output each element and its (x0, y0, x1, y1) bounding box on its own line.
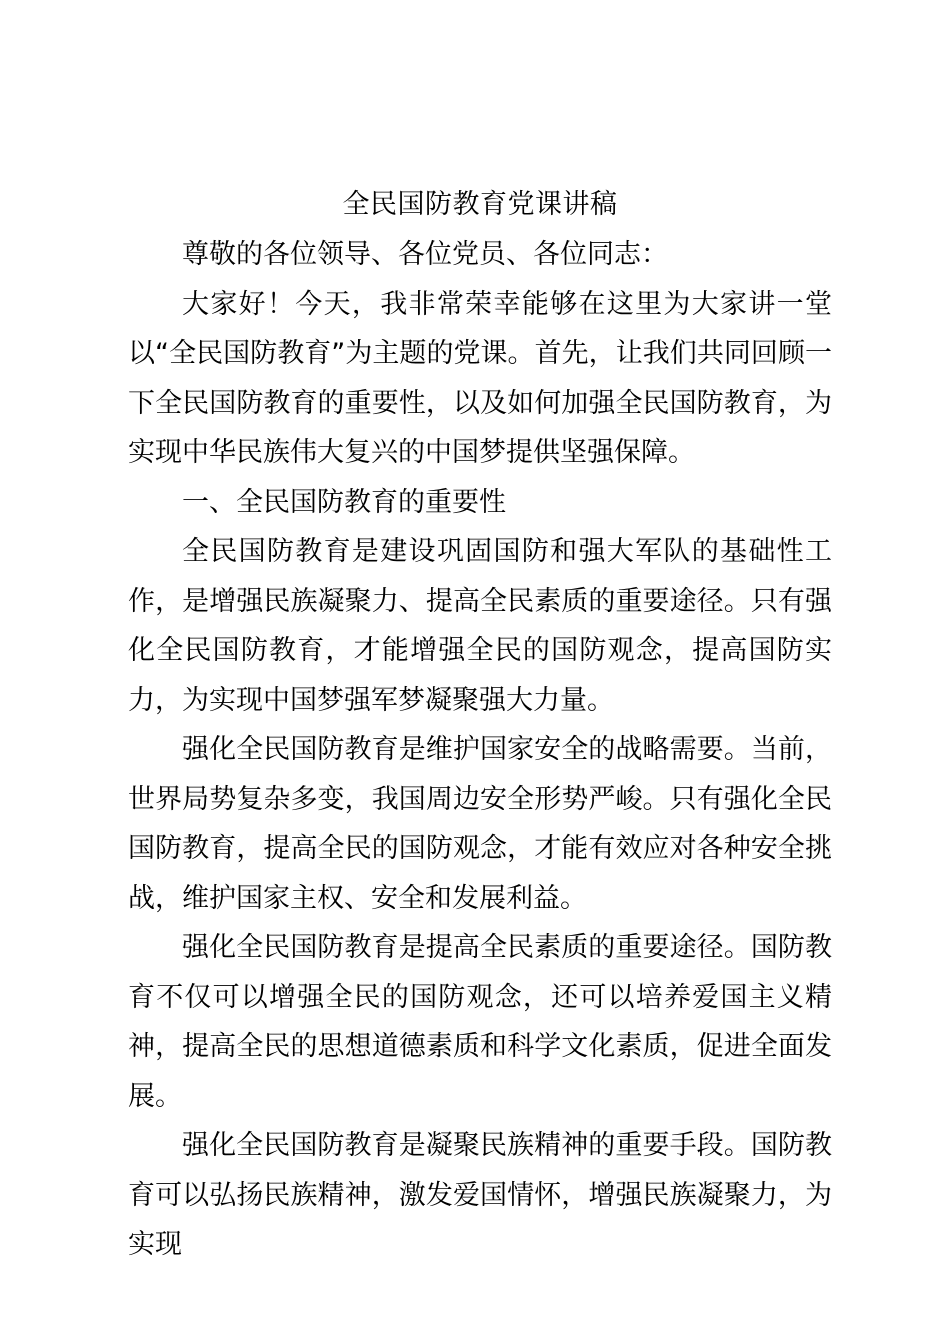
body-paragraph: 强化全民国防教育是凝聚民族精神的重要手段。国防教育可以弘扬民族精神，激发爱国情怀，增强民族凝聚力，为实现 (128, 1130, 832, 1260)
body-paragraph: 强化全民国防教育是维护国家安全的战略需要。当前，世界局势复杂多变，我国周边安全形势严峻。只有强化全民国防教育，提高全民的国防观念，才能有效应对各种安全挑战，维护国家主权、安全和发展利益。 (128, 734, 832, 914)
salutation-paragraph: 尊敬的各位领导、各位党员、各位同志： (182, 239, 668, 270)
intro-paragraph: 大家好！今天，我非常荣幸能够在这里为大家讲一堂以“全民国防教育”为主题的党课。首先，让我们共同回顾一下全民国防教育的重要性，以及如何加强全民国防教育，为实现中华民族伟大复兴的中国梦提供坚强保障。 (128, 288, 832, 468)
body-paragraph: 全民国防教育是建设巩固国防和强大军队的基础性工作，是增强民族凝聚力、提高全民素质的重要途径。只有强化全民国防教育，才能增强全民的国防观念，提高国防实力，为实现中国梦强军梦凝聚强大力量。 (128, 536, 832, 716)
document-page (128, 180, 832, 1270)
section-heading: 一、全民国防教育的重要性 (182, 486, 506, 518)
body-paragraph: 强化全民国防教育是提高全民素质的重要途径。国防教育不仅可以增强全民的国防观念，还可以培养爱国主义精神，提高全民的思想道德素质和科学文化素质，促进全面发展。 (128, 932, 832, 1112)
document-title: 全民国防教育党课讲稿 (342, 189, 618, 220)
